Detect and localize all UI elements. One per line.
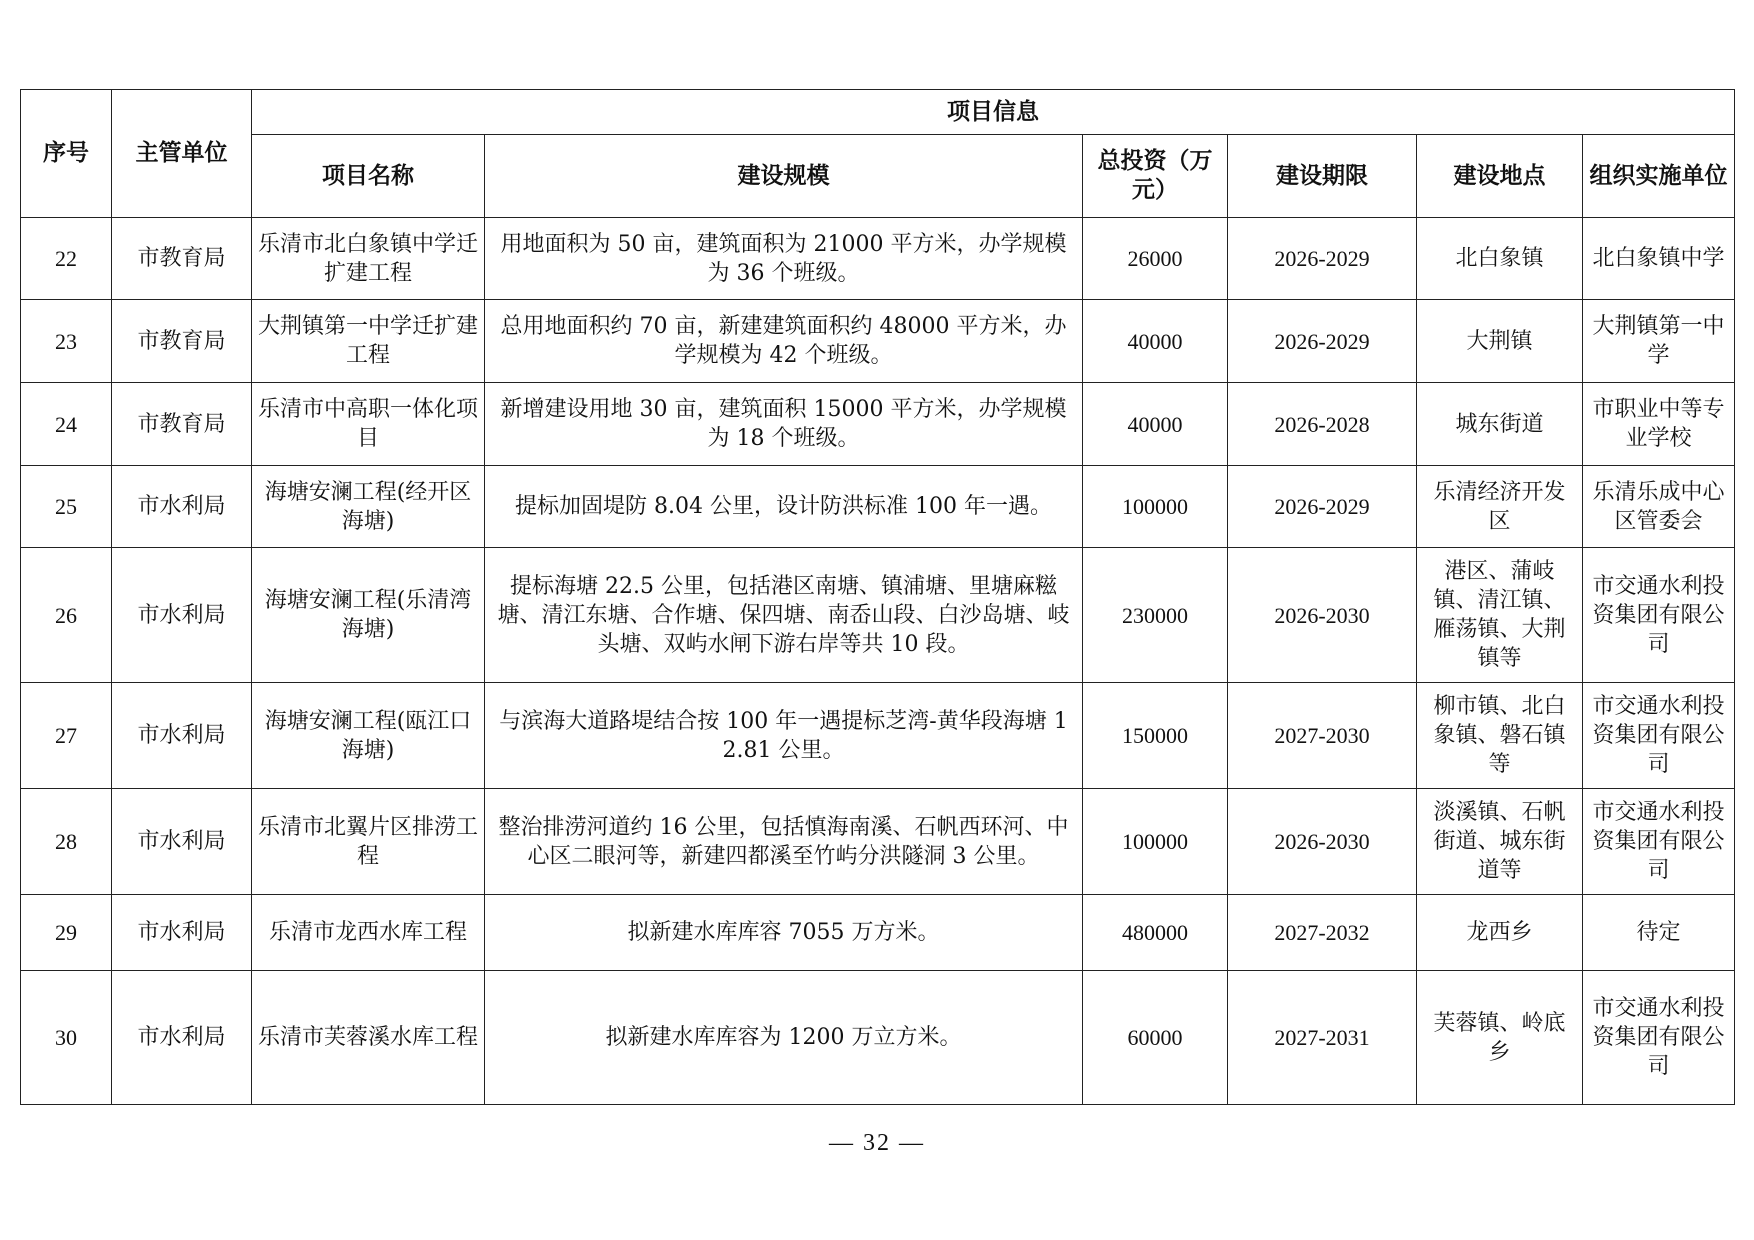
page-number: — 32 —	[829, 1130, 925, 1156]
row-period: 2026-2029	[1228, 466, 1417, 548]
row-investment: 26000	[1083, 218, 1228, 300]
row-name: 乐清市芙蓉溪水库工程	[252, 971, 485, 1105]
row-site: 龙西乡	[1417, 895, 1583, 971]
table-row	[21, 548, 1735, 683]
header-row-2	[21, 135, 1735, 218]
row-site: 柳市镇、北白象镇、磐石镇等	[1417, 683, 1583, 789]
table-row	[21, 383, 1735, 466]
row-investment: 150000	[1083, 683, 1228, 789]
row-dept: 市水利局	[112, 466, 252, 548]
row-period: 2026-2030	[1228, 548, 1417, 683]
row-name: 乐清市北翼片区排涝工程	[252, 789, 485, 895]
header-no: 序号	[21, 90, 112, 218]
row-period: 2026-2029	[1228, 218, 1417, 300]
row-dept: 市教育局	[112, 218, 252, 300]
row-scale: 拟新建水库库容 7055 万方米。	[485, 895, 1083, 971]
table-row	[21, 218, 1735, 300]
row-scale: 提标加固堤防 8.04 公里，设计防洪标准 100 年一遇。	[485, 466, 1083, 548]
row-no: 25	[21, 466, 112, 548]
row-investment: 100000	[1083, 789, 1228, 895]
header-scale: 建设规模	[485, 135, 1083, 218]
row-scale: 总用地面积约 70 亩，新建建筑面积约 48000 平方米，办学规模为 42 个班级。	[485, 300, 1083, 383]
row-period: 2027-2030	[1228, 683, 1417, 789]
row-no: 24	[21, 383, 112, 466]
header-dept: 主管单位	[112, 90, 252, 218]
row-name: 乐清市中高职一体化项目	[252, 383, 485, 466]
row-site: 芙蓉镇、岭底乡	[1417, 971, 1583, 1105]
row-name: 大荆镇第一中学迁扩建工程	[252, 300, 485, 383]
row-name: 海塘安澜工程(瓯江口海塘)	[252, 683, 485, 789]
row-dept: 市教育局	[112, 300, 252, 383]
row-org: 市交通水利投资集团有限公司	[1583, 971, 1735, 1105]
row-site: 北白象镇	[1417, 218, 1583, 300]
row-investment: 40000	[1083, 300, 1228, 383]
row-period: 2026-2030	[1228, 789, 1417, 895]
row-investment: 60000	[1083, 971, 1228, 1105]
row-org: 大荆镇第一中学	[1583, 300, 1735, 383]
header-investment: 总投资（万元）	[1083, 135, 1228, 218]
row-org: 乐清乐成中心区管委会	[1583, 466, 1735, 548]
row-org: 市职业中等专业学校	[1583, 383, 1735, 466]
row-org: 市交通水利投资集团有限公司	[1583, 789, 1735, 895]
row-dept: 市水利局	[112, 789, 252, 895]
row-dept: 市水利局	[112, 895, 252, 971]
header-row-1	[21, 90, 1735, 135]
row-site: 淡溪镇、石帆街道、城东街道等	[1417, 789, 1583, 895]
row-org: 北白象镇中学	[1583, 218, 1735, 300]
header-info-group: 项目信息	[252, 90, 1735, 135]
header-site: 建设地点	[1417, 135, 1583, 218]
project-table	[20, 89, 1735, 1105]
row-site: 乐清经济开发区	[1417, 466, 1583, 548]
row-period: 2026-2028	[1228, 383, 1417, 466]
row-dept: 市教育局	[112, 383, 252, 466]
row-investment: 100000	[1083, 466, 1228, 548]
row-scale: 拟新建水库库容为 1200 万立方米。	[485, 971, 1083, 1105]
row-site: 大荆镇	[1417, 300, 1583, 383]
table-row	[21, 683, 1735, 789]
row-investment: 480000	[1083, 895, 1228, 971]
row-dept: 市水利局	[112, 971, 252, 1105]
row-no: 30	[21, 971, 112, 1105]
row-site: 城东街道	[1417, 383, 1583, 466]
row-no: 23	[21, 300, 112, 383]
row-scale: 与滨海大道路堤结合按 100 年一遇提标芝湾-黄华段海塘 12.81 公里。	[485, 683, 1083, 789]
row-no: 26	[21, 548, 112, 683]
row-investment: 230000	[1083, 548, 1228, 683]
row-period: 2027-2032	[1228, 895, 1417, 971]
row-name: 海塘安澜工程(经开区海塘)	[252, 466, 485, 548]
row-name: 乐清市龙西水库工程	[252, 895, 485, 971]
table-row	[21, 789, 1735, 895]
row-org: 市交通水利投资集团有限公司	[1583, 548, 1735, 683]
row-org: 待定	[1583, 895, 1735, 971]
row-no: 27	[21, 683, 112, 789]
header-name: 项目名称	[252, 135, 485, 218]
row-no: 22	[21, 218, 112, 300]
row-org: 市交通水利投资集团有限公司	[1583, 683, 1735, 789]
row-no: 28	[21, 789, 112, 895]
row-scale: 整治排涝河道约 16 公里，包括慎海南溪、石帆西环河、中心区二眼河等，新建四都溪至竹屿分洪隧洞 3 公里。	[485, 789, 1083, 895]
table-row	[21, 971, 1735, 1105]
table-row	[21, 895, 1735, 971]
table-row	[21, 466, 1735, 548]
row-investment: 40000	[1083, 383, 1228, 466]
row-name: 乐清市北白象镇中学迁扩建工程	[252, 218, 485, 300]
row-scale: 用地面积为 50 亩，建筑面积为 21000 平方米，办学规模为 36 个班级。	[485, 218, 1083, 300]
header-period: 建设期限	[1228, 135, 1417, 218]
row-no: 29	[21, 895, 112, 971]
row-site: 港区、蒲岐镇、清江镇、雁荡镇、大荆镇等	[1417, 548, 1583, 683]
row-period: 2026-2029	[1228, 300, 1417, 383]
row-scale: 提标海塘 22.5 公里，包括港区南塘、镇浦塘、里塘麻糍塘、清江东塘、合作塘、保四塘、南岙山段、白沙岛塘、岐头塘、双屿水闸下游右岸等共 10 段。	[485, 548, 1083, 683]
row-scale: 新增建设用地 30 亩，建筑面积 15000 平方米，办学规模为 18 个班级。	[485, 383, 1083, 466]
table-row	[21, 300, 1735, 383]
row-dept: 市水利局	[112, 548, 252, 683]
row-dept: 市水利局	[112, 683, 252, 789]
header-org: 组织实施单位	[1583, 135, 1735, 218]
row-name: 海塘安澜工程(乐清湾海塘)	[252, 548, 485, 683]
row-period: 2027-2031	[1228, 971, 1417, 1105]
